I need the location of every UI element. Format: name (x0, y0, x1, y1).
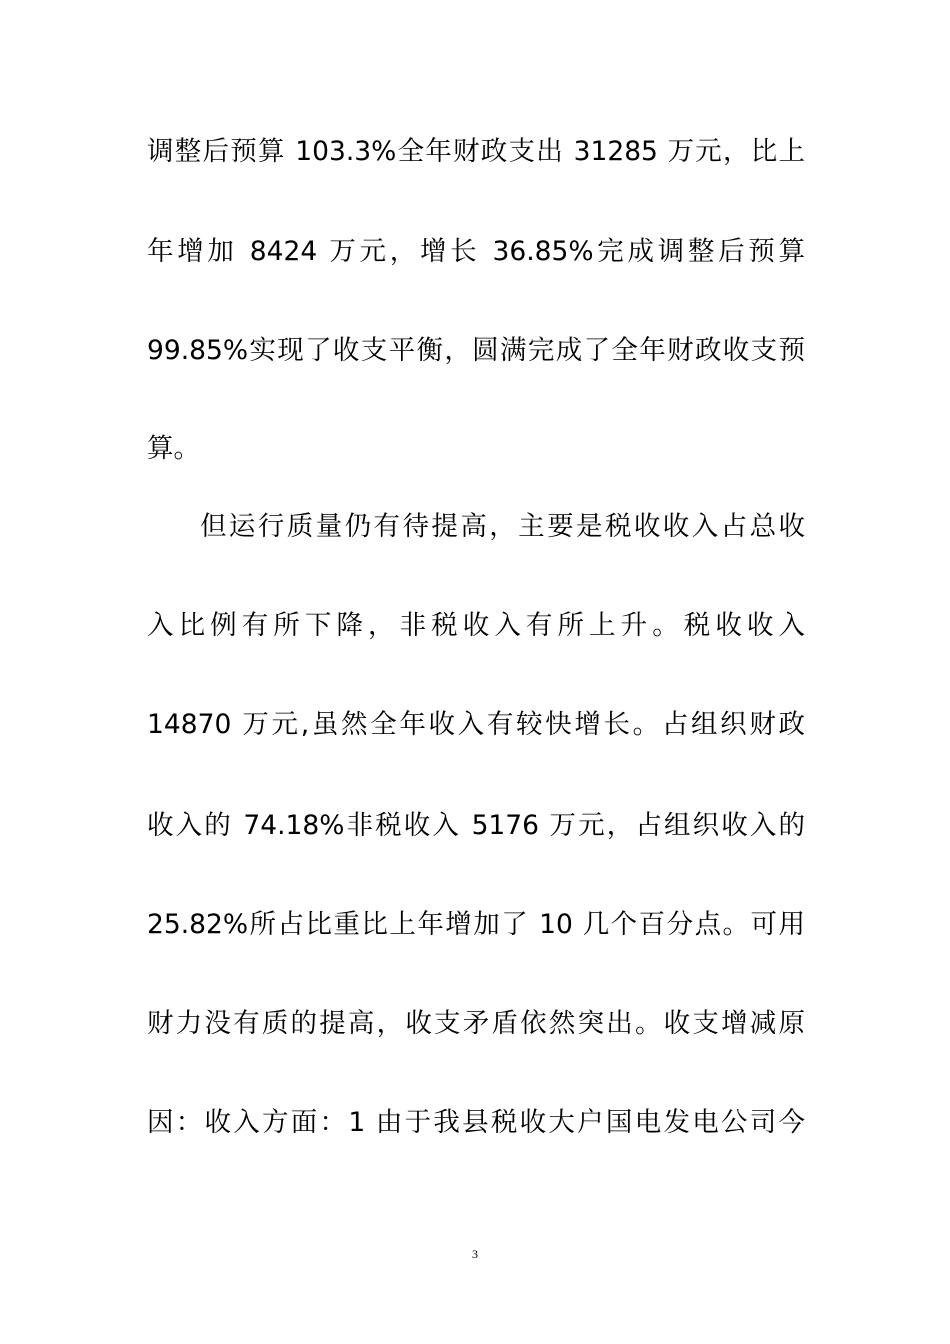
text-line-3: 99.85%实现了收支平衡，圆满完成了全年财政收支预 (147, 335, 805, 366)
text-line-9: 25.82%所占比重比上年增加了 10 几个百分点。可用 (147, 909, 805, 940)
text-line-6: 入比例有所下降，非税收入有所上升。税收收入 (147, 610, 805, 641)
text-line-7: 14870 万元,虽然全年收入有较快增长。占组织财政 (147, 709, 805, 740)
text-line-1: 调整后预算 103.3%全年财政支出 31285 万元，比上 (147, 136, 805, 167)
paragraph-2-first-line: 但运行质量仍有待提高，主要是税收收入占总收 (200, 511, 805, 542)
text-line-8: 收入的 74.18%非税收入 5176 万元，占组织收入的 (147, 810, 805, 841)
text-line-10: 财力没有质的提高，收支矛盾依然突出。收支增减原 (147, 1008, 805, 1039)
text-line-4: 算。 (147, 433, 200, 464)
page-number: 3 (472, 1247, 478, 1261)
text-line-11: 因：收入方面：1 由于我县税收大户国电发电公司今 (147, 1107, 805, 1138)
text-line-2: 年增加 8424 万元，增长 36.85%完成调整后预算 (147, 236, 805, 267)
